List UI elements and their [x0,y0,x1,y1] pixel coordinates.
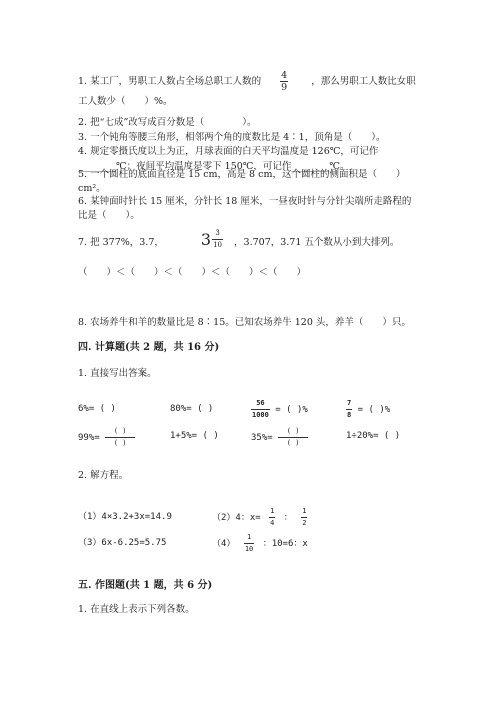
question-7-text: 7. 把 377%，3.7， [78,237,164,248]
calc-7-over-8 [346,398,390,421]
fraction-denominator: 10 [213,241,223,249]
question-8: 8. 农场养牛和羊的数量比是 8∶15。已知农场养牛 120 头，养羊（ ）只。 [78,317,411,328]
question-3: 3. 一个钝角等腰三角形，相邻两个角的度数比是 4∶1，顶角是（ ）。 [78,132,386,143]
equation-2 [212,506,310,529]
equation-4 [212,532,308,555]
fraction-numerator: 7 [346,398,352,410]
fraction-denominator: 8 [347,411,352,419]
question-4-line1: 4. 规定零摄氏度以上为正，月球表面的白天平均温度是 126℃，可记作 [78,146,379,157]
calc-1-plus-5-percent: 1+5%= ( ) [170,431,219,441]
mixed-whole: 3 [200,230,212,249]
ratio-colon: ： [283,513,293,523]
question-6-line2: 比是（ ）。 [78,210,140,221]
equation-3: （3）6x-6.25=5.75 [78,538,167,548]
question-1 [78,70,416,93]
fraction-numerator: 1 [269,506,275,518]
fraction-denominator: ( ) [113,439,127,447]
calc-6-percent: 6%= ( ) [78,404,116,414]
question-6-line1: 6. 某钟面时针长 15 厘米，分针长 18 厘米，一昼夜时针与分针尖端所走路程的 [78,196,412,207]
calc-56-over-1000 [251,398,308,421]
equation-1: （1）4×3.2+3x=14.9 [78,512,172,522]
question-1-text: 1. 某工厂，男职工人数占全场总职工人数的 [78,76,262,87]
question-1-line2: 工人数少（ ）%。 [78,96,173,107]
calc-prefix: 35%= [251,433,273,443]
calc-35-percent [251,426,308,449]
fraction-numerator: 56 [251,398,270,410]
fraction-numerator: ( ) [105,426,135,438]
question-7-text-cont: ，3.707，3.71 五个数从小到大排列。 [234,237,400,248]
question-2: 2. 把“七成”改写成百分数是（ ）。 [78,117,257,128]
section-4-sub1: 1. 直接写出答案。 [78,368,157,379]
question-1-text-cont: ，那么男职工人数比女职 [311,76,416,87]
calc-rest: = ( )% [357,405,391,415]
fraction-denominator: ( ) [286,439,300,447]
section-4-title: 四. 计算题(共 2 题，共 16 分) [78,342,220,353]
equation-rest: ：10=6：x [262,539,308,549]
question-4-line2: ________℃；夜间平均温度是零下 150℃，可记作________℃。 [78,161,350,172]
fraction-denominator: 9 [281,82,288,93]
fraction-numerator: 1 [244,532,254,544]
equation-prefix: （4） [212,539,236,549]
section-5-title: 五. 作图题(共 1 题，共 6 分) [78,580,213,591]
calc-1-div-20-percent: 1÷20%= ( ) [346,431,401,441]
mixed-number-3-3-10 [201,228,223,251]
fraction-numerator: 4 [281,70,288,81]
calc-prefix: 99%= [78,433,100,443]
fraction-numerator: 1 [301,506,307,518]
calc-99-percent [78,426,135,449]
question-7-answer-row: （ ）＜（ ）＜（ ）＜（ ）＜（ ） [78,267,307,278]
fraction-denominator: 4 [270,519,275,527]
question-5-line2: cm²。 [78,183,106,194]
fraction-denominator: 2 [302,519,307,527]
question-5-line1: 5. 一个圆柱的底面直径是 15 cm，高是 8 cm，这个圆柱的侧面积是（ ） [78,169,406,180]
calc-80-percent: 80%= ( ) [170,404,214,414]
section-5-sub1: 1. 在直线上表示下列各数。 [78,604,195,615]
fraction-numerator: ( ) [278,426,308,438]
fraction-denominator: 10 [244,545,254,553]
fraction-4-9 [280,70,288,93]
question-7 [78,228,399,251]
section-4-sub2: 2. 解方程。 [78,470,129,481]
equation-prefix: （2）4：x= [212,513,261,523]
calc-rest: = ( )% [275,405,308,415]
fraction-numerator: 3 [212,228,223,240]
fraction-denominator: 1000 [252,411,269,419]
